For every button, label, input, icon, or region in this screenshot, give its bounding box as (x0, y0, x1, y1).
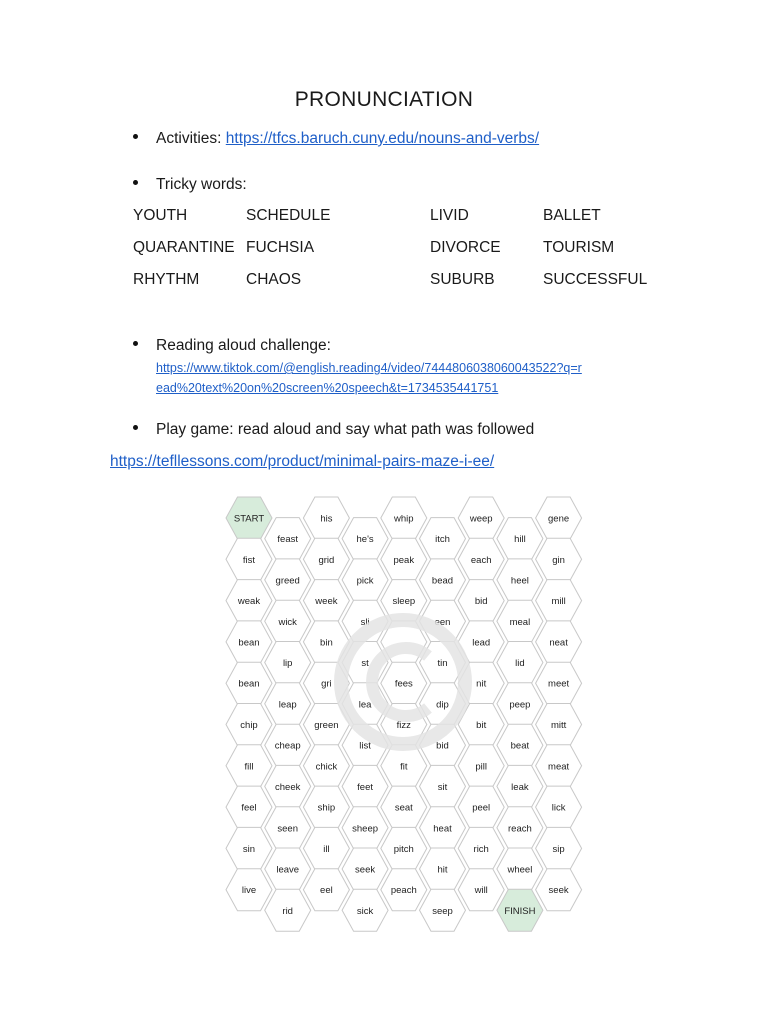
maze-cell (342, 518, 388, 560)
maze-cell (536, 786, 582, 828)
maze-cell (381, 662, 427, 704)
maze-word: grid (318, 554, 335, 566)
maze-cell (265, 642, 311, 684)
maze-word: leap (278, 699, 297, 711)
maze-cell (420, 559, 466, 601)
maze-word: fist (242, 554, 256, 566)
maze-word: wick (278, 616, 297, 628)
activities-link[interactable]: https://tfcs.baruch.cuny.edu/nouns-and-verbs/ (225, 130, 540, 147)
maze-cell (536, 621, 582, 663)
maze-word: nit (476, 678, 487, 690)
maze-word: itch (435, 534, 450, 546)
reading-link-line-1[interactable]: https://www.tiktok.com/@english.reading4/video/7444806038060043522?q=r (156, 361, 582, 375)
maze-word: list (359, 740, 371, 752)
maze-word: ill (323, 843, 330, 855)
tricky-words-item (133, 176, 247, 194)
maze-word: peel (472, 802, 491, 814)
reading-link-line-2[interactable]: ead%20text%20on%20screen%20speech&t=1734535441751 (156, 381, 499, 395)
maze-cell (458, 497, 504, 539)
maze-cell (536, 704, 582, 746)
maze-word: lick (551, 802, 566, 814)
maze-word: rich (473, 843, 489, 855)
maze-cell (303, 745, 349, 787)
maze-cell (497, 765, 543, 807)
maze-word: reach (508, 823, 532, 835)
maze-cell (497, 600, 543, 642)
maze-cell (226, 745, 272, 787)
maze-cell (420, 889, 466, 931)
reading-challenge-link[interactable] (156, 358, 582, 398)
maze-word: week (315, 596, 338, 608)
maze-cell (536, 662, 582, 704)
maze-word: sick (356, 905, 374, 917)
reading-challenge-label: Reading aloud challenge: (156, 337, 331, 354)
maze-word: peep (509, 699, 531, 711)
tricky-word: LIVID (430, 207, 469, 224)
play-game-label: Play game: read aloud and say what path was followed (156, 421, 535, 438)
maze-cell (265, 559, 311, 601)
bullet-icon (133, 341, 138, 346)
maze-cell (458, 538, 504, 580)
maze-word: bean (238, 678, 260, 690)
maze-cell (497, 889, 543, 931)
maze-word: lead (472, 637, 491, 649)
maze-cell (536, 827, 582, 869)
maze-word: sin (242, 843, 256, 855)
maze-word: sheep (352, 823, 379, 835)
maze-word: cheek (275, 781, 301, 793)
maze-word: sleep (392, 596, 416, 608)
maze-cell (420, 518, 466, 560)
maze-cell (497, 559, 543, 601)
page-title: PRONUNCIATION (294, 88, 474, 111)
maze-cell (303, 827, 349, 869)
maze-cell (226, 538, 272, 580)
maze-cell (265, 765, 311, 807)
maze-cell (458, 869, 504, 911)
maze-word: FINISH (504, 905, 536, 917)
reading-challenge-item (133, 337, 331, 355)
maze-word: green (314, 720, 339, 731)
maze-word: pitch (393, 843, 414, 855)
maze-cell (497, 683, 543, 725)
maze-word: lid (515, 658, 525, 670)
maze-word: gin (552, 554, 565, 566)
maze-word: seek (355, 864, 376, 876)
maze-cell (303, 497, 349, 539)
maze-word: peak (393, 554, 415, 566)
maze-word: bin (320, 637, 333, 649)
maze-cell (381, 869, 427, 911)
maze-word: leak (511, 781, 529, 793)
maze-word: wheel (507, 864, 533, 876)
maze-cell (226, 827, 272, 869)
maze-word: greed (275, 575, 300, 587)
maze-word: sip (552, 843, 565, 855)
tricky-word: DIVORCE (430, 239, 501, 256)
maze-word: leave (276, 864, 300, 876)
maze-cell (497, 807, 543, 849)
maze-word: tin (437, 658, 448, 670)
maze-cell (265, 683, 311, 725)
maze-cell (536, 745, 582, 787)
maze-word: sli (360, 616, 370, 628)
maze-cell (497, 848, 543, 890)
maze-word: chick (315, 761, 338, 773)
maze-word: gri (321, 678, 332, 690)
maze-cell (265, 600, 311, 642)
tricky-word: QUARANTINE (133, 239, 235, 256)
maze-word: fit (400, 761, 408, 773)
maze-word: bit (476, 720, 487, 731)
maze-cell (497, 518, 543, 560)
maze-word: bead (431, 575, 454, 587)
maze-word: live (241, 885, 257, 897)
maze-word: gene (548, 513, 570, 525)
maze-word: sit (437, 781, 448, 793)
maze-cell (497, 642, 543, 684)
game-link-row (110, 453, 494, 471)
maze-word: he's (356, 534, 374, 546)
maze-cell (265, 724, 311, 766)
maze-cell (342, 559, 388, 601)
minimal-pairs-maze (222, 494, 588, 936)
tricky-words-label: Tricky words: (156, 176, 247, 193)
maze-word: hit (437, 864, 448, 876)
maze-word: ship (317, 802, 336, 814)
tricky-word: SUCCESSFUL (543, 271, 648, 288)
maze-word: seen (277, 823, 299, 835)
tricky-word: BALLET (543, 207, 601, 224)
maze-cell (226, 704, 272, 746)
maze-cell (420, 807, 466, 849)
maze-cell (226, 621, 272, 663)
maze-cell (536, 538, 582, 580)
maze-word: beat (510, 740, 530, 752)
maze-word: pick (356, 575, 374, 587)
maze-word: neat (549, 637, 568, 649)
maze-word: weak (237, 596, 261, 608)
maze-svg (222, 494, 588, 936)
maze-cell (342, 765, 388, 807)
maze-cell (226, 580, 272, 622)
maze-word: chip (240, 720, 258, 731)
maze-word: meat (548, 761, 570, 773)
maze-word: cheap (274, 740, 301, 752)
maze-cell (303, 869, 349, 911)
maze-cell (265, 518, 311, 560)
maze-cell (420, 848, 466, 890)
game-link[interactable]: https://tefllessons.com/product/minimal-pairs-maze-i-ee/ (110, 453, 495, 470)
tricky-word: CHAOS (246, 271, 302, 288)
maze-cell (226, 497, 272, 539)
tricky-word: SCHEDULE (246, 207, 331, 224)
maze-word: meet (548, 678, 570, 690)
play-game-item (133, 421, 534, 439)
maze-word: seep (432, 905, 453, 917)
maze-word: hill (514, 534, 526, 546)
bullet-icon (133, 180, 138, 185)
maze-word: weep (469, 513, 493, 525)
maze-cell (303, 786, 349, 828)
maze-word: feet (357, 781, 374, 793)
maze-word: feast (277, 534, 299, 546)
maze-cell (458, 827, 504, 869)
maze-cell (303, 538, 349, 580)
maze-cell (536, 580, 582, 622)
maze-word: meal (509, 616, 531, 628)
maze-word: eel (320, 885, 333, 897)
maze-cell (265, 848, 311, 890)
maze-word: bean (238, 637, 260, 649)
bullet-icon (133, 134, 138, 139)
maze-word: rid (282, 905, 293, 917)
maze-word: fill (244, 761, 254, 773)
maze-word: peach (390, 885, 417, 897)
maze-word: heat (433, 823, 452, 835)
maze-word: each (470, 554, 492, 566)
maze-cell (381, 827, 427, 869)
maze-cell (381, 745, 427, 787)
maze-word: will (474, 885, 488, 897)
maze-cell (265, 807, 311, 849)
maze-cell (303, 580, 349, 622)
maze-word: pill (475, 761, 488, 773)
maze-word: bid (474, 596, 488, 608)
maze-cell (536, 869, 582, 911)
tricky-word: RHYTHM (133, 271, 200, 288)
maze-word: his (320, 513, 333, 525)
maze-cell (381, 538, 427, 580)
maze-word: mill (551, 596, 566, 608)
maze-word: seek (548, 885, 569, 897)
tricky-word: YOUTH (133, 207, 188, 224)
activities-label: Activities: (156, 130, 226, 147)
maze-word: fizz (396, 720, 411, 731)
maze-word: mitt (550, 720, 567, 731)
maze-word: lea (358, 699, 372, 711)
maze-cell (265, 889, 311, 931)
tricky-word: SUBURB (430, 271, 495, 288)
bullet-icon (133, 425, 138, 430)
maze-word: een (434, 616, 451, 628)
maze-cell (342, 807, 388, 849)
maze-word: seat (394, 802, 413, 814)
maze-cell (420, 765, 466, 807)
tricky-word: FUCHSIA (246, 239, 315, 256)
maze-word: st (361, 658, 369, 670)
maze-cell (226, 662, 272, 704)
maze-cell (226, 786, 272, 828)
tricky-word: TOURISM (543, 239, 615, 256)
maze-word: feel (241, 802, 257, 814)
maze-cell (536, 497, 582, 539)
maze-cell (381, 786, 427, 828)
maze-word: bid (436, 740, 449, 752)
maze-cell (458, 745, 504, 787)
maze-cell (458, 786, 504, 828)
maze-word: fees (394, 678, 413, 690)
maze-word: heel (510, 575, 529, 587)
maze-cell (342, 889, 388, 931)
maze-cell (458, 580, 504, 622)
maze-word: dip (436, 699, 449, 711)
maze-cell (226, 869, 272, 911)
maze-word: START (233, 513, 265, 525)
maze-word: lip (282, 658, 293, 670)
maze-word: whip (394, 513, 414, 525)
maze-cell (342, 848, 388, 890)
activities-item (133, 130, 539, 148)
maze-cell (497, 724, 543, 766)
maze-cell (381, 497, 427, 539)
